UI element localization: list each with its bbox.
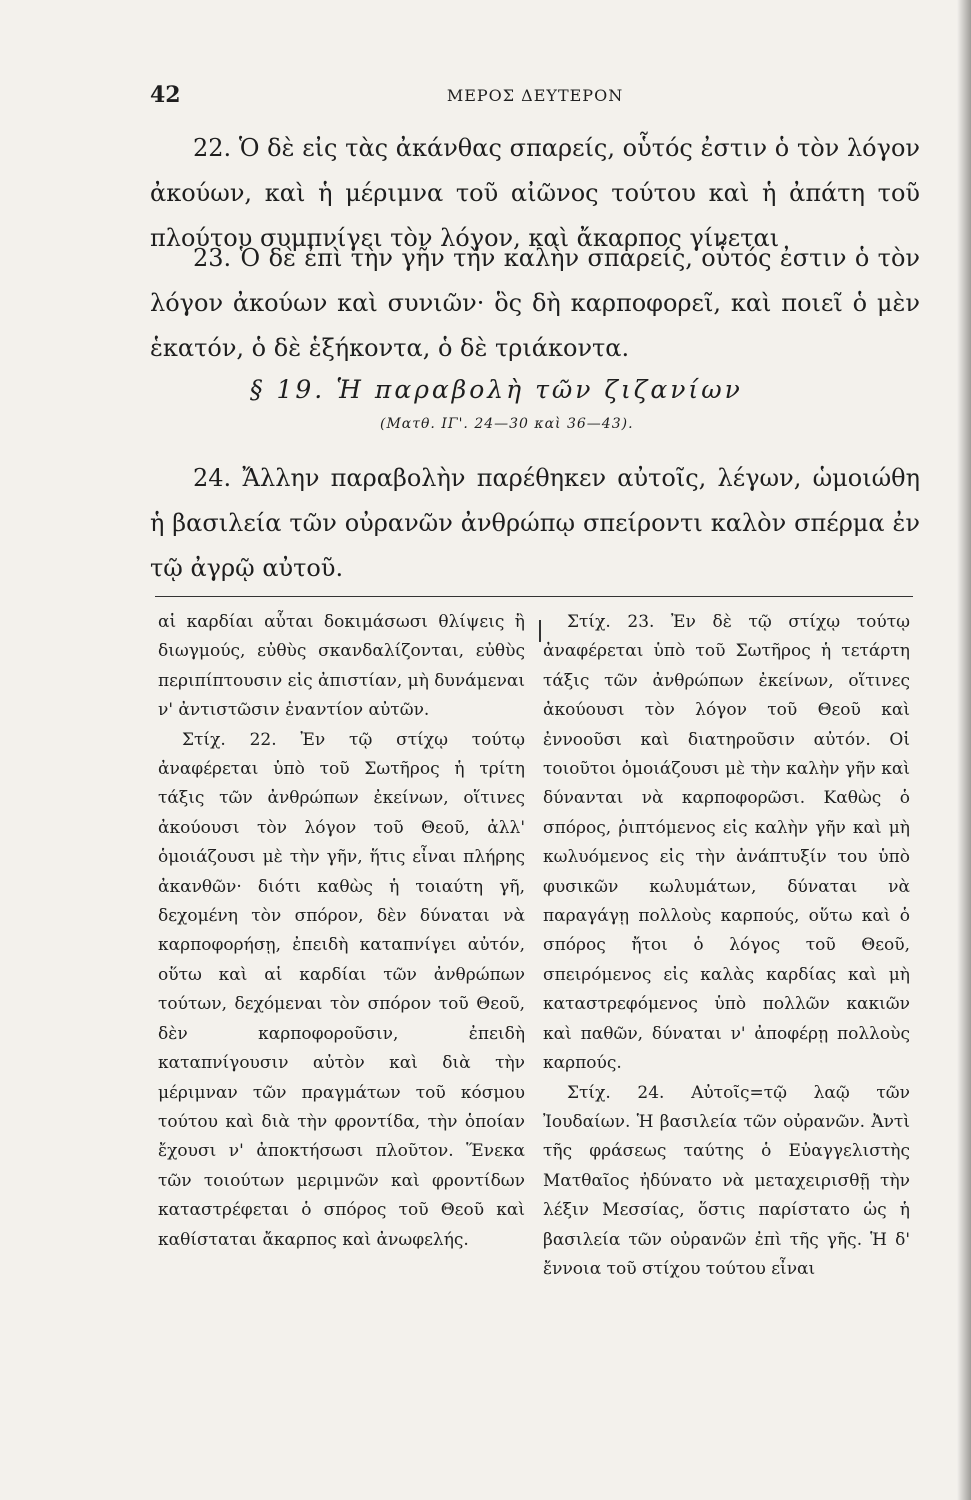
column-divider [539,620,541,642]
commentary-paragraph: Στίχ. 23. Ἐν δὲ τῷ στίχῳ τούτῳ ἀναφέρεται ὑπὸ τοῦ Σωτῆρος ἡ τετάρτη τάξις τῶν ἀνθρώπων ἐκείνων, οἵτινες ἀκούουσι τὸν λόγον τοῦ Θεοῦ καὶ ἐννοοῦσι καὶ διατηροῦσιν αὐτόν. Οἱ τοιοῦτοι ὁμοιάζουσι μὲ τὴν καλὴν γῆν καὶ δύνανται νὰ καρποφορῶσι. Καθὼς ὁ σπόρος, ῥιπτόμενος εἰς καλὴν γῆν καὶ μὴ κωλυόμενος εἰς τὴν ἀνάπτυξίν του ὑπὸ φυσικῶν κωλυμάτων, δύναται νὰ παραγάγῃ πολλοὺς καρπούς, οὕτω καὶ ὁ σπόρος ἤτοι ὁ λόγος τοῦ Θεοῦ, σπειρόμενος εἰς καλὰς καρδίας καὶ μὴ καταστρεφόμενος ὑπὸ πολλῶν κακιῶν καὶ παθῶν, δύναται ν' ἀποφέρῃ πολλοὺς καρπούς. [543,612,910,1074]
section-reference: (Ματθ. ΙΓ'. 24—30 καὶ 36—43). [380,416,634,432]
commentary-right-column [543,608,910,1284]
page-header [150,82,920,112]
section-title: § 19. Ἡ παραβολὴ τῶν ζιζανίων [250,375,743,404]
commentary-paragraph: αἱ καρδίαι αὗται δοκιμάσωσι θλίψεις ἢ διωγμούς, εὐθὺς σκανδαλίζονται, εὐθὺς περιπίπτουσιν εἰς ἀπιστίαν, μὴ δυνάμεναι ν' ἀντιστῶσιν ἐναντίον αὐτῶν. [158,612,526,721]
page-number: 42 [150,82,181,108]
verse-24: 24. Ἄλλην παραβολὴν παρέθηκεν αὐτοῖς, λέγων, ὡμοιώθη ἡ βασιλεία τῶν οὐρανῶν ἀνθρώπῳ σπείροντι καλὸν σπέρμα ἐν τῷ ἀγρῷ αὐτοῦ. [150,464,920,582]
footnote-divider [155,596,913,597]
verse-23: 23. Ὁ δὲ ἐπὶ τὴν γῆν τὴν καλὴν σπαρείς, οὗτός ἐστιν ὁ τὸν λόγον ἀκούων καὶ συνιῶν· ὃς δὴ καρποφορεῖ, καὶ ποιεῖ ὁ μὲν ἑκατόν, ὁ δὲ ἑξήκοντα, ὁ δὲ τριάκοντα. [150,244,920,362]
verse-22: 22. Ὁ δὲ εἰς τὰς ἀκάνθας σπαρείς, οὗτός ἐστιν ὁ τὸν λόγον ἀκούων, καὶ ἡ μέριμνα τοῦ αἰῶνος τούτου καὶ ἡ ἀπάτη τοῦ πλούτου συμπνίγει τὸν λόγον, καὶ ἄκαρπος γίνεται [150,134,920,252]
running-head: ΜΕΡΟΣ ΔΕΥΤΕΡΟΝ [446,86,624,105]
commentary-paragraph: Στίχ. 24. Αὐτοῖς=τῷ λαῷ τῶν Ἰουδαίων. Ἡ βασιλεία τῶν οὐρανῶν. Ἀντὶ τῆς φράσεως ταύτης ὁ Εὐαγγελιστὴς Ματθαῖος ἠδύνατο νὰ μεταχειρισθῇ τὴν λέξιν Μεσσίας, ὅστις παρίστατο ὡς ἡ βασιλεία τῶν οὐρανῶν ἐπὶ τῆς γῆς. Ἡ δ' ἔννοια τοῦ στίχου τούτου εἶναι [543,1082,910,1279]
commentary-paragraph: Στίχ. 22. Ἐν τῷ στίχῳ τούτῳ ἀναφέρεται ὑπὸ τοῦ Σωτῆρος ἡ τρίτη τάξις τῶν ἀνθρώπων ἐκείνων, οἵτινες ἀκούουσι τὸν λόγον τοῦ Θεοῦ, ἀλλ' ὁμοιάζουσι μὲ τὴν γῆν, ἥτις εἶναι πλήρης ἀκανθῶν· διότι καθὼς ἡ τοιαύτη γῆ, δεχομένη τὸν σπόρον, δὲν δύναται νὰ καρποφορήσῃ, ἐπειδὴ καταπνίγει αὐτόν, οὕτω καὶ αἱ καρδίαι τῶν ἀνθρώπων τούτων, δεχόμεναι τὸν σπόρον τοῦ Θεοῦ, δὲν καρποφοροῦσιν, ἐπειδὴ καταπνίγουσιν αὐτὸν καὶ διὰ τὴν μέριμναν τῶν πραγμάτων τοῦ κόσμου τούτου καὶ διὰ τὴν φροντίδα, τὴν ὁποίαν ἔχουσι ν' ἀποκτήσωσι πλοῦτον. Ἕνεκα τῶν τοιούτων μεριμνῶν καὶ φροντίδων καταστρέφεται ὁ σπόρος τοῦ Θεοῦ καὶ καθίσταται ἄκαρπος καὶ ἀνωφελής. [158,729,525,1250]
commentary-left-column [158,608,525,1255]
page-edge-shadow [957,0,971,1500]
